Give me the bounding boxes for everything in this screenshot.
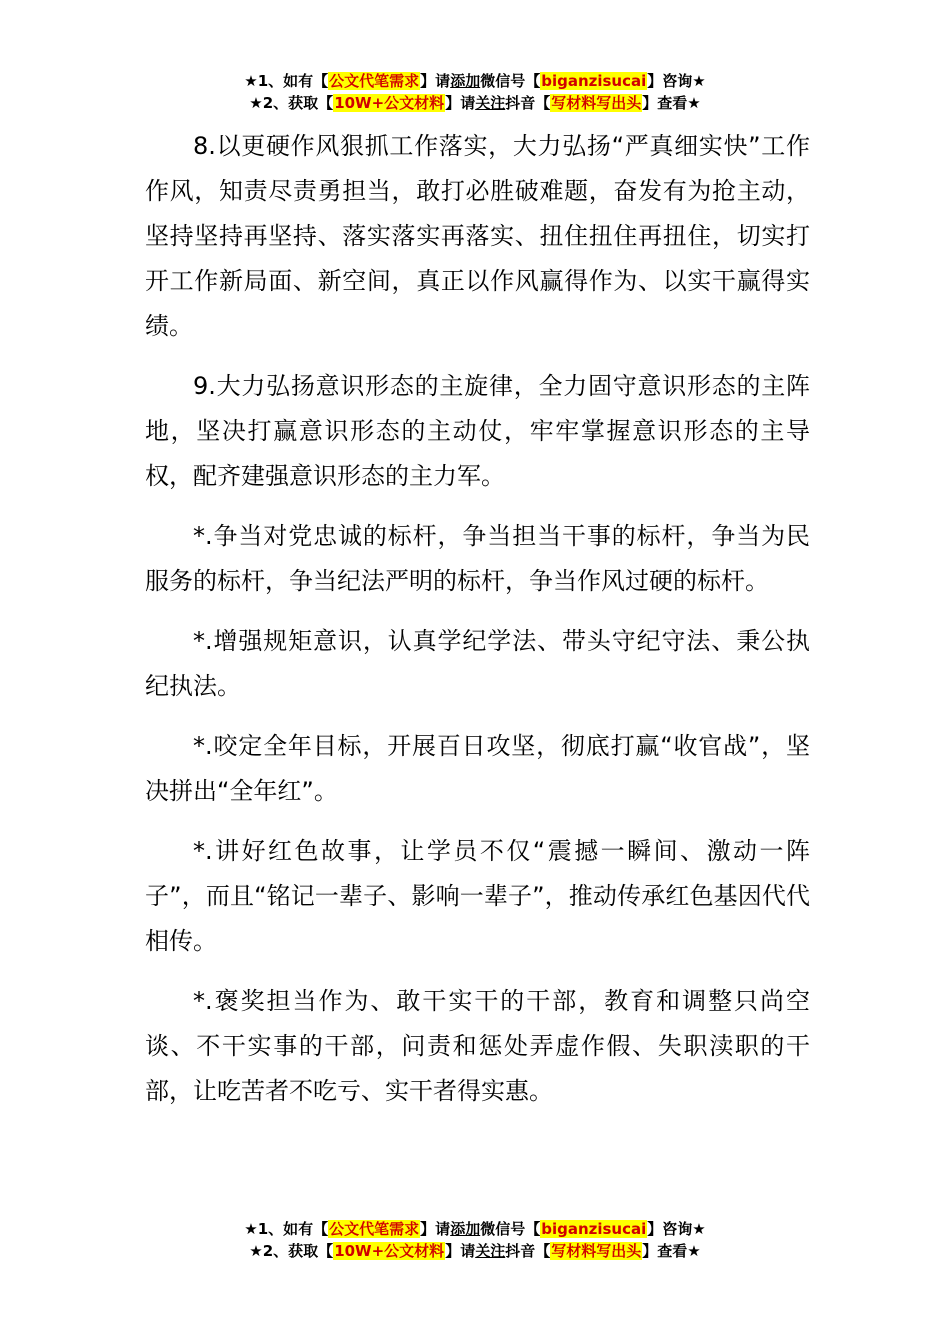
highlight-service: 公文代笔需求 [329,72,420,90]
banner-text: 抖音【 [505,94,551,112]
banner-text: 微信号【 [480,72,541,90]
paragraph: *.讲好红色故事，让学员不仅“震撼一瞬间、激动一阵子”，而且“铭记一辈子、影响一辈子”，推动传承红色基因代代相传。 [145,837,810,955]
footer-banner [0,1218,950,1262]
highlight-materials: 10W+公文材料 [334,94,445,112]
banner-text: 】查看★ [642,1242,701,1260]
paragraph: *.争当对党忠诚的标杆，争当担当干事的标杆，争当为民服务的标杆，争当纪法严明的标杆，争当作风过硬的标杆。 [145,522,810,595]
banner-text: 】请 [420,72,451,90]
banner-text: 】咨询★ [647,72,706,90]
header-banner [0,70,950,114]
highlight-service: 公文代笔需求 [329,1220,420,1238]
paragraph: *.增强规矩意识，认真学纪学法、带头守纪守法、秉公执纪执法。 [145,627,810,700]
banner-text: 抖音【 [505,1242,551,1260]
paragraph: 8.以更硬作风狠抓工作落实，大力弘扬“严真细实快”工作作风，知责尽责勇担当，敢打必胜破难题，奋发有为抢主动，坚持坚持再坚持、落实落实再落实、扭住扭住再扭住，切实打开工作新局面、新空间，真正以作风赢得作为、以实干赢得实绩。 [145,132,810,340]
banner-text: 微信号【 [480,1220,541,1238]
banner-line-2 [0,92,950,114]
highlight-douyin: 写材料写出头 [551,94,642,112]
banner-text: 】咨询★ [647,1220,706,1238]
highlight-douyin: 写材料写出头 [551,1242,642,1260]
banner-line-1 [0,1218,950,1240]
paragraph: *.咬定全年目标，开展百日攻坚，彻底打赢“收官战”，坚决拼出“全年红”。 [145,732,810,805]
banner-text: ★1、如有【 [244,72,329,90]
highlight-materials: 10W+公文材料 [334,1242,445,1260]
banner-text: ★2、获取【 [249,94,334,112]
paragraph: 9.大力弘扬意识形态的主旋律，全力固守意识形态的主阵地，坚决打赢意识形态的主动仗，牢牢掌握意识形态的主导权，配齐建强意识形态的主力军。 [145,372,810,490]
banner-text: 】请 [445,1242,476,1260]
banner-text: 】请 [445,94,476,112]
underlined-word: 关注 [475,94,506,112]
underlined-word: 添加 [450,72,481,90]
underlined-word: 关注 [475,1242,506,1260]
banner-text: 】查看★ [642,94,701,112]
underlined-word: 添加 [450,1220,481,1238]
banner-line-1 [0,70,950,92]
highlight-wechat-id: biganzisucai [541,72,647,90]
banner-text: ★2、获取【 [249,1242,334,1260]
document-body [145,124,810,1129]
banner-line-2 [0,1240,950,1262]
banner-text: ★1、如有【 [244,1220,329,1238]
highlight-wechat-id: biganzisucai [541,1220,647,1238]
paragraph: *.褒奖担当作为、敢干实干的干部，教育和调整只尚空谈、不干实事的干部，问责和惩处弄虚作假、失职渎职的干部，让吃苦者不吃亏、实干者得实惠。 [145,987,810,1105]
banner-text: 】请 [420,1220,451,1238]
